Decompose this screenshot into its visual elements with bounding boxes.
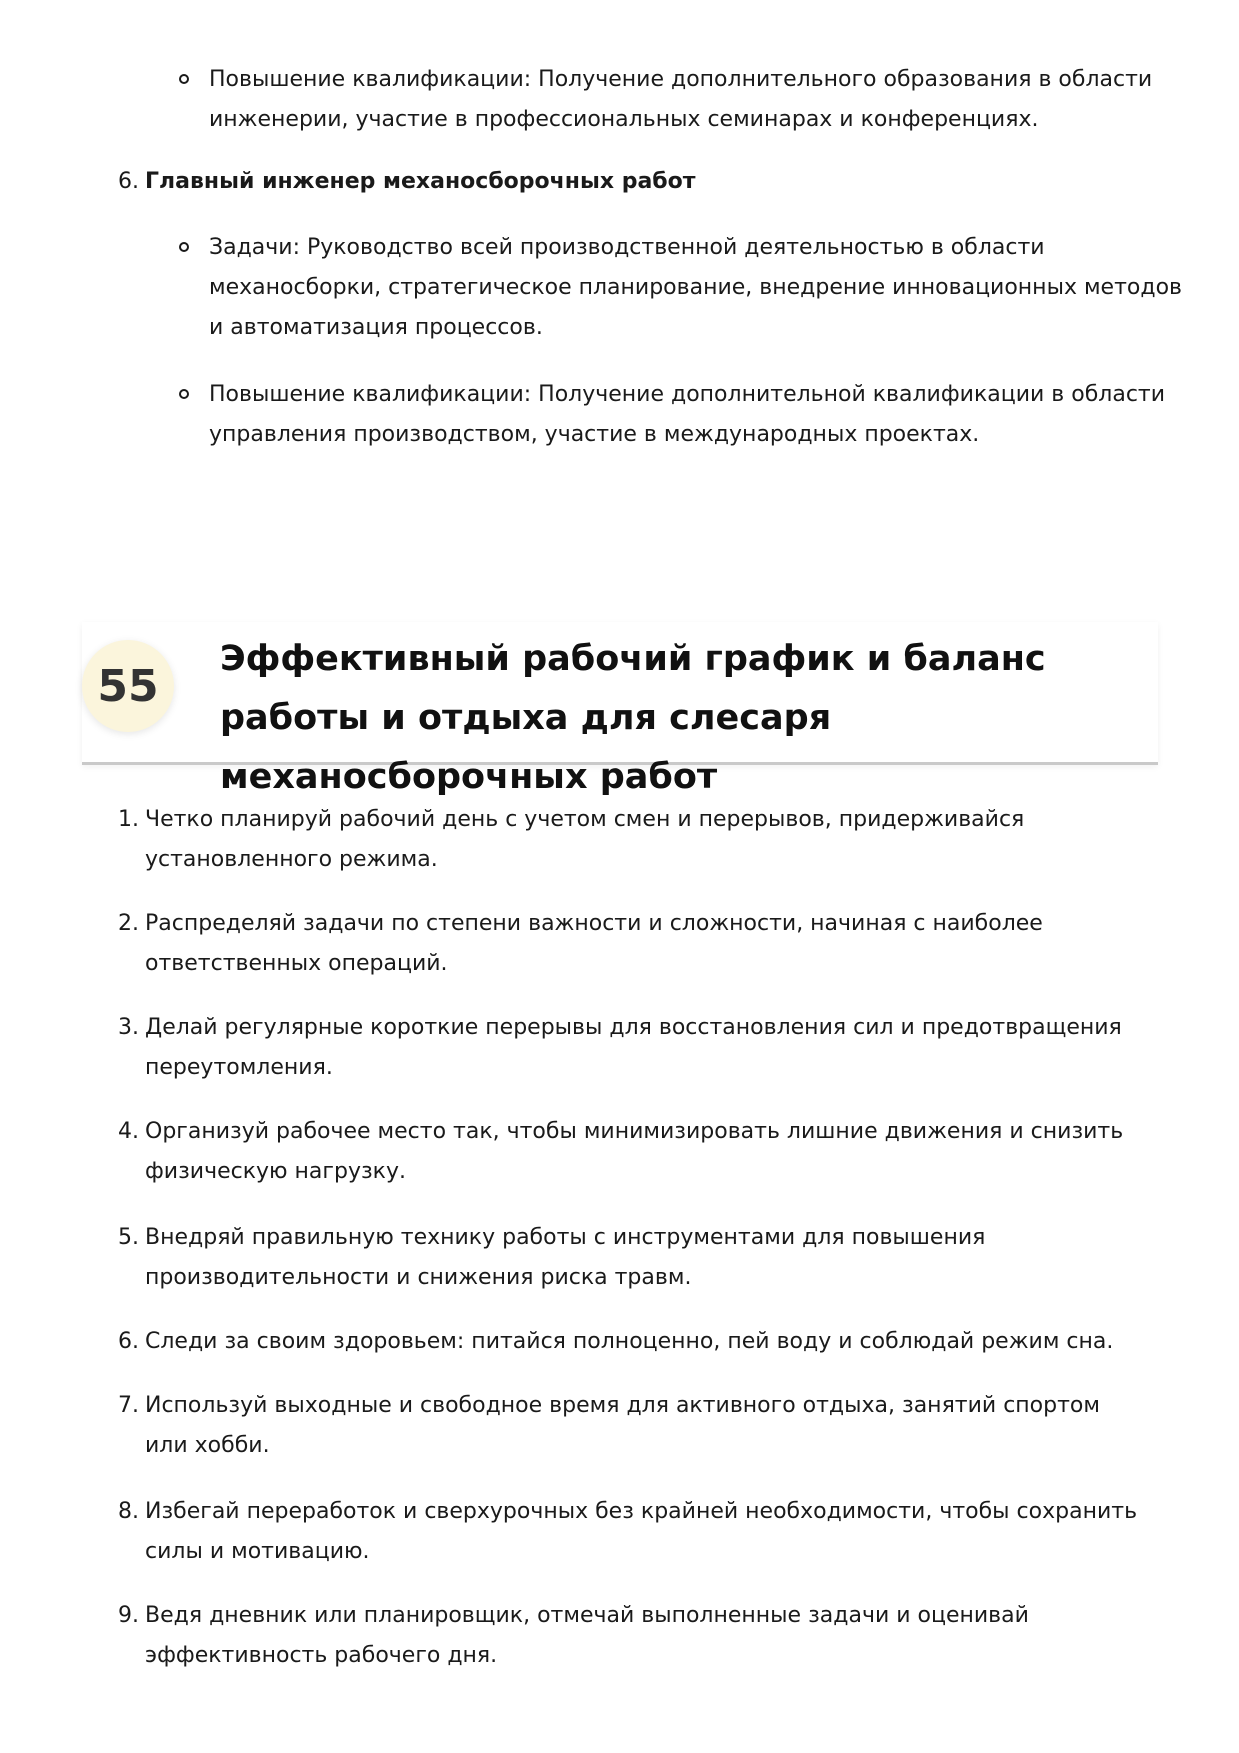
- circle-bullet-icon: [179, 242, 189, 252]
- item-text: Распределяй задачи по степени важности и сложности, начиная с наиболее ответственных операций.: [145, 911, 1043, 976]
- item-text: Используй выходные и свободное время для активного отдыха, занятий спортом или хобби.: [145, 1393, 1100, 1458]
- section-header: [82, 622, 1158, 797]
- item-number: 7.: [118, 1393, 139, 1418]
- list-item: [118, 1386, 1148, 1466]
- item-number: 5.: [118, 1225, 139, 1250]
- item-title: Главный инженер механосборочных работ: [145, 169, 696, 194]
- item-text: Организуй рабочее место так, чтобы минимизировать лишние движения и снизить физическую нагрузку.: [145, 1119, 1124, 1184]
- item-number: 6.: [118, 1329, 139, 1354]
- item-number: 9.: [118, 1603, 139, 1628]
- item-text: Избегай переработок и сверхурочных без крайней необходимости, чтобы сохранить силы и мотивацию.: [145, 1499, 1138, 1564]
- item-text: Ведя дневник или планировщик, отмечай выполненные задачи и оценивай эффективность рабочего дня.: [145, 1603, 1029, 1668]
- item-number: 6.: [118, 169, 139, 194]
- item-number: 2.: [118, 911, 139, 936]
- list-item: [118, 1112, 1148, 1192]
- section-number-badge: 55: [82, 640, 174, 732]
- list-item: [118, 1322, 1148, 1362]
- sub-item-text: Повышение квалификации: Получение дополнительного образования в области инженерии, участие в профессиональных семинарах и конференциях.: [209, 67, 1153, 132]
- section-title: Эффективный рабочий график и баланс работы и отдыха для слесаря механосборочных работ: [220, 639, 1046, 797]
- list-item: [118, 904, 1148, 984]
- list-item: [118, 1218, 1148, 1298]
- list-item: [118, 1596, 1148, 1676]
- sub-item-text: Задачи: Руководство всей производственной деятельностью в области механосборки, стратегическое планирование, внедрение инновационных методов и автоматизация процессов.: [209, 235, 1182, 340]
- sub-list-item: [179, 228, 1189, 348]
- item-number: 4.: [118, 1119, 139, 1144]
- sub-item-text: Повышение квалификации: Получение дополнительной квалификации в области управления производством, участие в международных проектах.: [209, 382, 1166, 447]
- item-number: 3.: [118, 1015, 139, 1040]
- circle-bullet-icon: [179, 389, 189, 399]
- list-item: [118, 1492, 1148, 1572]
- sub-list-item: [179, 60, 1189, 140]
- item-text: Делай регулярные короткие перерывы для восстановления сил и предотвращения переутомления.: [145, 1015, 1122, 1080]
- circle-bullet-icon: [179, 74, 189, 84]
- numbered-item-6: [118, 162, 1128, 202]
- item-text: Четко планируй рабочий день с учетом смен и перерывов, придерживайся установленного режима.: [145, 807, 1025, 872]
- list-item: [118, 800, 1148, 880]
- item-number: 8.: [118, 1499, 139, 1524]
- item-number: 1.: [118, 807, 139, 832]
- item-text: Следи за своим здоровьем: питайся полноценно, пей воду и соблюдай режим сна.: [145, 1329, 1114, 1354]
- sub-list-item: [179, 375, 1189, 455]
- list-item: [118, 1008, 1148, 1088]
- item-text: Внедряй правильную технику работы с инструментами для повышения производительности и снижения риска травм.: [145, 1225, 986, 1290]
